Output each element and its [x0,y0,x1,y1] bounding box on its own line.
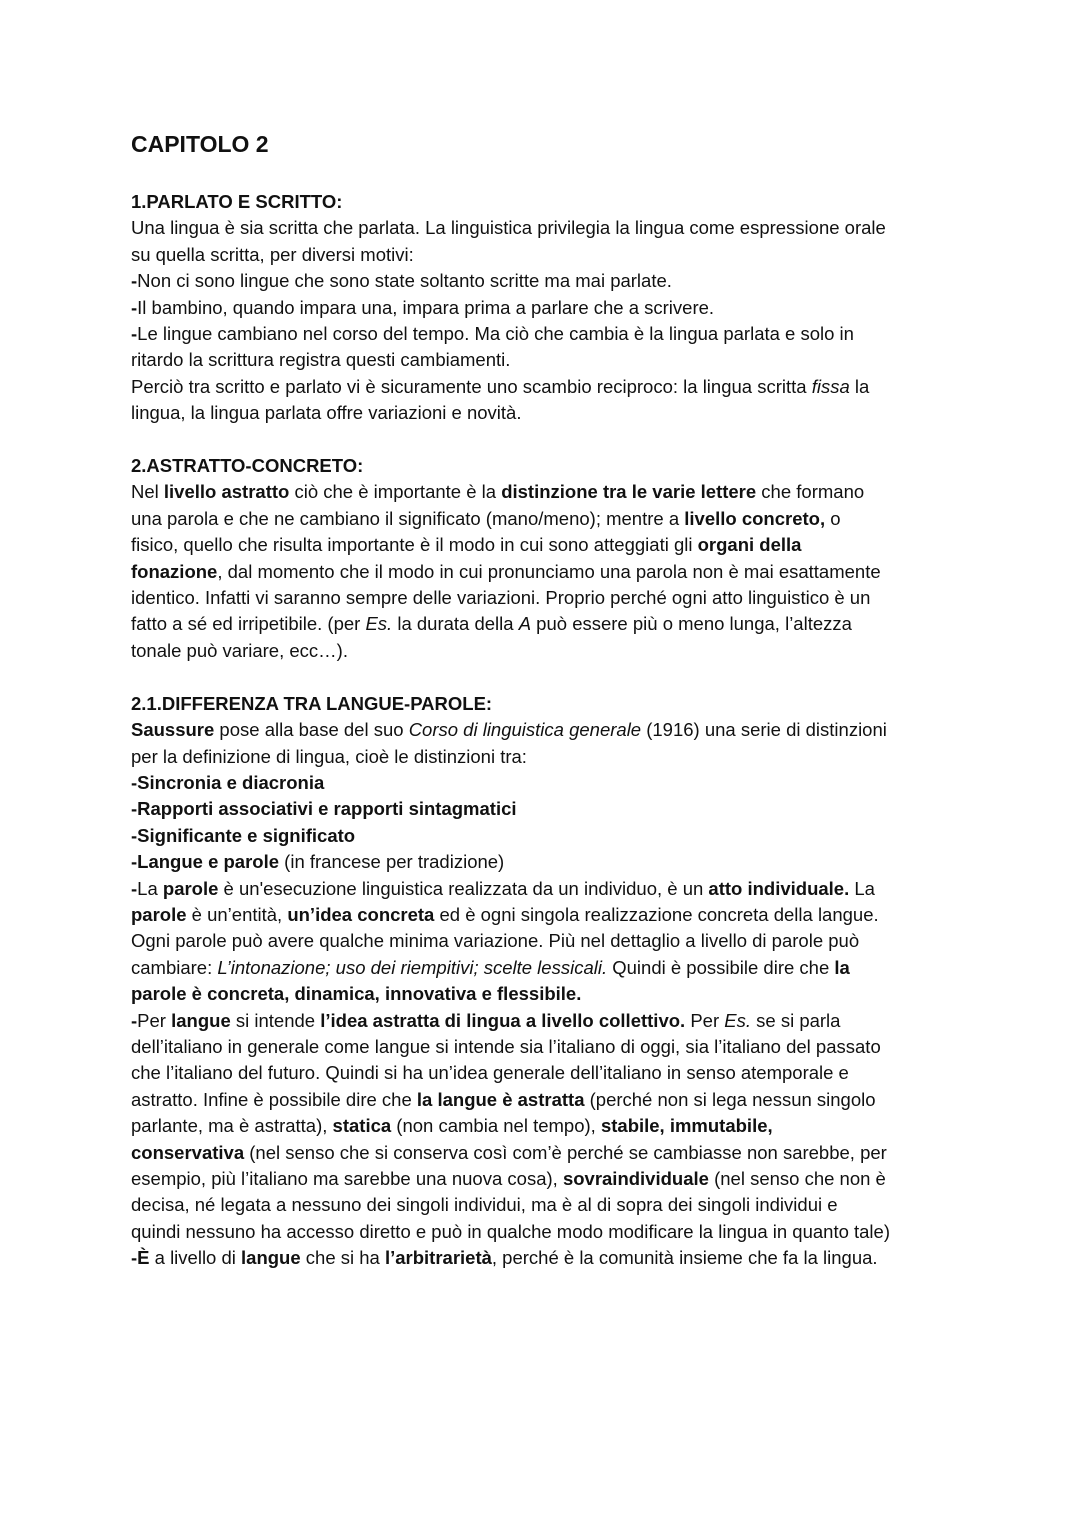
text-run: può essere più o meno lunga, l’altezza [531,613,852,635]
bullet-line [131,321,961,347]
paragraph-line: Ogni parole può avere qualche minima variazione. Più nel dettaglio a livello di parole può [131,930,860,952]
paragraph-line [131,1087,961,1113]
bullet-line [131,295,961,321]
bullet-line: -Non ci sono lingue che sono state soltanto scritte ma mai parlate. [131,270,672,292]
text-run: Per [685,1009,725,1031]
text-run: (1916) una serie di distinzioni [641,719,887,741]
text-run: (nel senso che non è [708,1168,886,1189]
text-run: se si parla [751,1009,841,1031]
text-run-bold: -Langue e parole [131,851,280,873]
text-run: parlante, ma è astratta), [131,1115,333,1137]
bullet-line [131,1245,961,1271]
text-run: (perché non si lega nessun singolo [584,1088,876,1110]
paragraph-line [131,1113,961,1139]
text-run-bold: parole è concreta, dinamica, innovativa e flessibile. [131,983,582,1005]
text-run-bold: -Sincronia e diacronia [131,771,325,793]
paragraph-line: che l’italiano del futuro. Quindi si ha un’idea generale dell’italiano in senso atemporale e [131,1062,849,1084]
bullet-dash: - [131,1009,138,1031]
text-run: è un’entità, [186,903,288,925]
text-run-bold: langue [241,1247,301,1269]
text-run-bold: livello astratto [163,481,290,503]
text-run-italic: Corso di linguistica generale [408,719,642,741]
text-run: La [137,877,163,899]
bullet-dash: - [131,877,138,899]
text-run-bold: parole [162,877,219,899]
text-run: (nel senso che si conserva così com’è perché se cambiasse non sarebbe, per [244,1141,887,1163]
text-run: , perché è la comunità insieme che fa la lingua. [491,1247,878,1269]
text-run: la [849,375,870,397]
text-run: pose alla base del suo [214,719,409,741]
text-run: è un'esecuzione linguistica realizzata da un individuo, è un [218,877,709,899]
bullet-text: Non ci sono lingue che sono state soltanto scritte ma mai parlate. [137,270,672,292]
spacer [131,664,961,690]
text-run: Il bambino, quando impara una, impara prima a parlare che a scrivere. [137,296,715,318]
text-run: o [825,507,841,529]
text-run: che formano [756,481,865,503]
paragraph-line: Una lingua è sia scritta che parlata. La linguistica privilegia la lingua come espressione orale [131,217,886,239]
text-run: che si ha [300,1247,385,1269]
paragraph-line: per la definizione di lingua, cioè le distinzioni tra: [131,745,527,767]
paragraph-line: quindi nessuno ha accesso diretto e può in qualche modo modificare la lingua in quanto tale) [131,1220,890,1242]
text-run: Le lingue cambiano nel corso del tempo. Ma ciò che cambia è la lingua parlata e solo in [137,323,854,345]
text-run: ed è ogni singola realizzazione concreta della langue. [434,903,879,925]
paragraph-line [131,902,961,928]
chapter-title: CAPITOLO 2 [131,131,269,157]
paragraph-line [131,1140,961,1166]
paragraph-line: dell’italiano in generale come langue si intende sia l’italiano di oggi, sia l’italiano del passato [131,1035,881,1057]
text-run: una parola e che ne cambiano il significato (mano/meno); mentre a [131,507,685,529]
text-run-bold: un’idea concreta [287,903,435,925]
text-run: Per [137,1009,172,1031]
text-run: astratto. Infine è possibile dire che [131,1088,417,1110]
bullet-dash: - [131,323,138,345]
bullet-line [131,770,961,796]
text-run-bold: -Significante e significato [131,824,356,846]
text-run-bold: distinzione tra le varie lettere [501,481,757,503]
text-run: esempio, più l’italiano ma sarebbe una nuova cosa), [131,1168,563,1189]
text-run-italic: Es. [365,613,393,635]
paragraph-line [131,955,961,981]
section-heading-parlato-scritto: 1.PARLATO E SCRITTO: [131,191,343,212]
text-run-bold: -È [131,1247,150,1269]
text-run-bold: l’idea astratta di lingua a livello collettivo. [320,1009,686,1031]
text-run-bold: l’arbitrarietà [384,1247,492,1269]
text-run: , dal momento che il modo in cui pronunciamo una parola non è mai esattamente [217,560,881,582]
text-run-bold: organi della [697,534,802,556]
paragraph-line: decisa, né legata a nessuno dei singoli individui, ma è al di sopra dei singoli individui e [131,1194,838,1216]
document-page [131,128,961,1272]
text-run: fatto a sé ed irripetibile. (per [131,613,366,635]
text-run-bold: la langue è astratta [416,1088,585,1110]
text-run-italic: A [518,613,532,635]
bullet-line [131,849,961,875]
paragraph-line [131,981,961,1007]
paragraph-line [131,374,961,400]
text-run: (in francese per tradizione) [279,851,505,873]
text-run-bold: parole [131,903,187,925]
paragraph-line [131,559,961,585]
text-run: Nel [131,481,164,503]
text-run-bold: stabile, immutabile, [600,1115,773,1137]
section-heading-astratto-concreto: 2.ASTRATTO-CONCRETO: [131,455,364,477]
text-run-italic: L’intonazione; uso dei riempitivi; scelte lessicali. [217,956,608,978]
paragraph-line: tonale può variare, ecc…). [131,639,348,661]
bullet-line [131,796,961,822]
text-run-bold: -Rapporti associativi e rapporti sintagmatici [131,798,517,820]
text-run-bold: livello concreto, [684,507,826,529]
text-run: Quindi è possibile dire che [607,956,835,978]
spacer [131,427,961,453]
section-heading-langue-parole: 2.1.DIFFERENZA TRA LANGUE-PAROLE: [131,692,493,714]
paragraph-line [131,506,961,532]
text-run-bold: atto individuale. [708,877,850,899]
text-run-bold: fonazione [131,560,218,582]
text-run-bold: la [834,956,850,978]
bullet-line [131,823,961,849]
text-run: Perciò tra scritto e parlato vi è sicuramente uno scambio reciproco: la lingua scritta [131,375,812,397]
text-run: ciò che è importante è la [289,481,502,503]
paragraph-line [131,1166,961,1192]
paragraph-line: identico. Infatti vi saranno sempre delle variazioni. Proprio perché ogni atto linguistico è un [131,587,871,609]
text-run: a livello di [149,1247,242,1269]
paragraph-line: ritardo la scrittura registra questi cambiamenti. [131,349,511,371]
text-run-bold: sovraindividuale [562,1168,709,1189]
text-run: (non cambia nel tempo), [391,1115,601,1137]
text-run-bold: langue [171,1009,231,1031]
text-run: cambiare: [131,956,218,978]
text-run-bold: Saussure [131,719,215,741]
text-run-bold: statica [332,1115,392,1137]
text-run-italic: fissa [811,375,850,397]
text-run: La [849,877,875,899]
bullet-line [131,876,961,902]
paragraph-line: lingua, la lingua parlata offre variazioni e novità. [131,402,522,424]
paragraph-line [131,611,961,637]
bullet-line [131,1008,961,1034]
text-run: la durata della [392,613,519,635]
paragraph-line [131,479,961,505]
bullet-dash: - [131,296,138,318]
paragraph-line: su quella scritta, per diversi motivi: [131,243,414,265]
paragraph-line [131,717,961,743]
paragraph-line [131,532,961,558]
text-run: fisico, quello che risulta importante è il modo in cui sono atteggiati gli [131,534,698,556]
text-run: si intende [230,1009,321,1031]
text-run-italic: Es. [724,1009,751,1031]
text-run-bold: conservativa [131,1141,245,1163]
